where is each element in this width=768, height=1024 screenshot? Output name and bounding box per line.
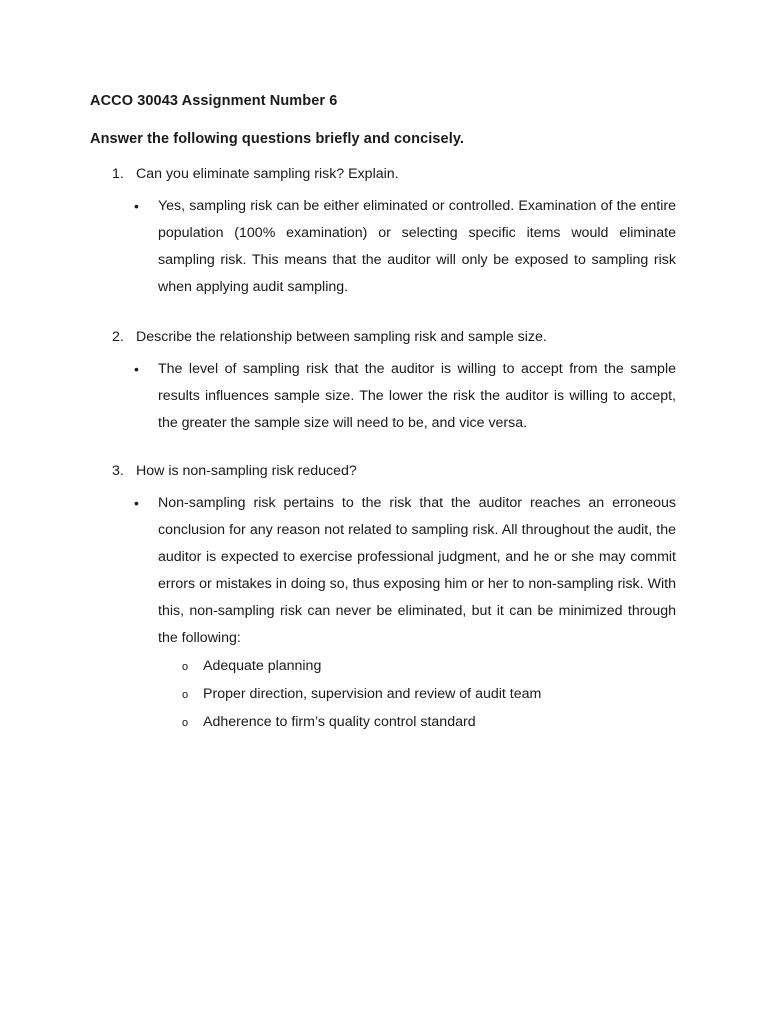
sub-item: [158, 652, 676, 680]
instruction-text: Answer the following questions briefly and concisely.: [90, 131, 465, 147]
bullet-icon: •: [134, 361, 139, 377]
question-heading: [112, 329, 692, 349]
sub-item-text: Proper direction, supervision and review of audit team: [203, 686, 542, 702]
question-number: 3.: [112, 463, 124, 479]
answer-block: [112, 356, 676, 437]
answer-text: The level of sampling risk that the auditor is willing to accept from the sample results influences sample size. The lower the risk the auditor is willing to accept, the greater the sample size will need to be, and vice versa.: [158, 361, 676, 431]
answer-text: Non-sampling risk pertains to the risk that the auditor reaches an erroneous conclusion for any reason not related to sampling risk. All throughout the audit, the auditor is expected to exercise professional judgment, and he or she may commit errors or mistakes in doing so, thus exposing him or her to non-sampling risk. With this, non-sampling risk can never be eliminated, but it can be minimized through the following:: [158, 495, 676, 646]
circle-bullet-icon: o: [182, 689, 189, 701]
sub-item-text: Adequate planning: [203, 658, 322, 674]
question-2: [112, 329, 692, 437]
sub-item-list: [158, 652, 676, 736]
question-heading: [112, 463, 692, 483]
answer-block: [112, 193, 676, 301]
question-text: Describe the relationship between sampling risk and sample size.: [136, 329, 547, 345]
sub-item-text: Adherence to firm’s quality control standard: [203, 714, 476, 730]
question-number: 1.: [112, 166, 124, 182]
sub-item: [158, 708, 676, 736]
circle-bullet-icon: o: [182, 717, 189, 729]
question-text: How is non-sampling risk reduced?: [136, 463, 357, 479]
question-1: [112, 166, 692, 301]
answer-text: Yes, sampling risk can be either eliminated or controlled. Examination of the entire population (100% examination) or selecting specific items would eliminate sampling risk. This means that the auditor will only be exposed to sampling risk when applying audit sampling.: [158, 198, 676, 295]
bullet-icon: •: [134, 495, 139, 511]
document-title: ACCO 30043 Assignment Number 6: [90, 93, 338, 109]
question-text: Can you eliminate sampling risk? Explain.: [136, 166, 399, 182]
question-number: 2.: [112, 329, 124, 345]
bullet-icon: •: [134, 198, 139, 214]
sub-item: [158, 680, 676, 708]
question-heading: [112, 166, 692, 186]
answer-block: [112, 490, 676, 736]
question-3: [112, 463, 692, 736]
circle-bullet-icon: o: [182, 661, 189, 673]
